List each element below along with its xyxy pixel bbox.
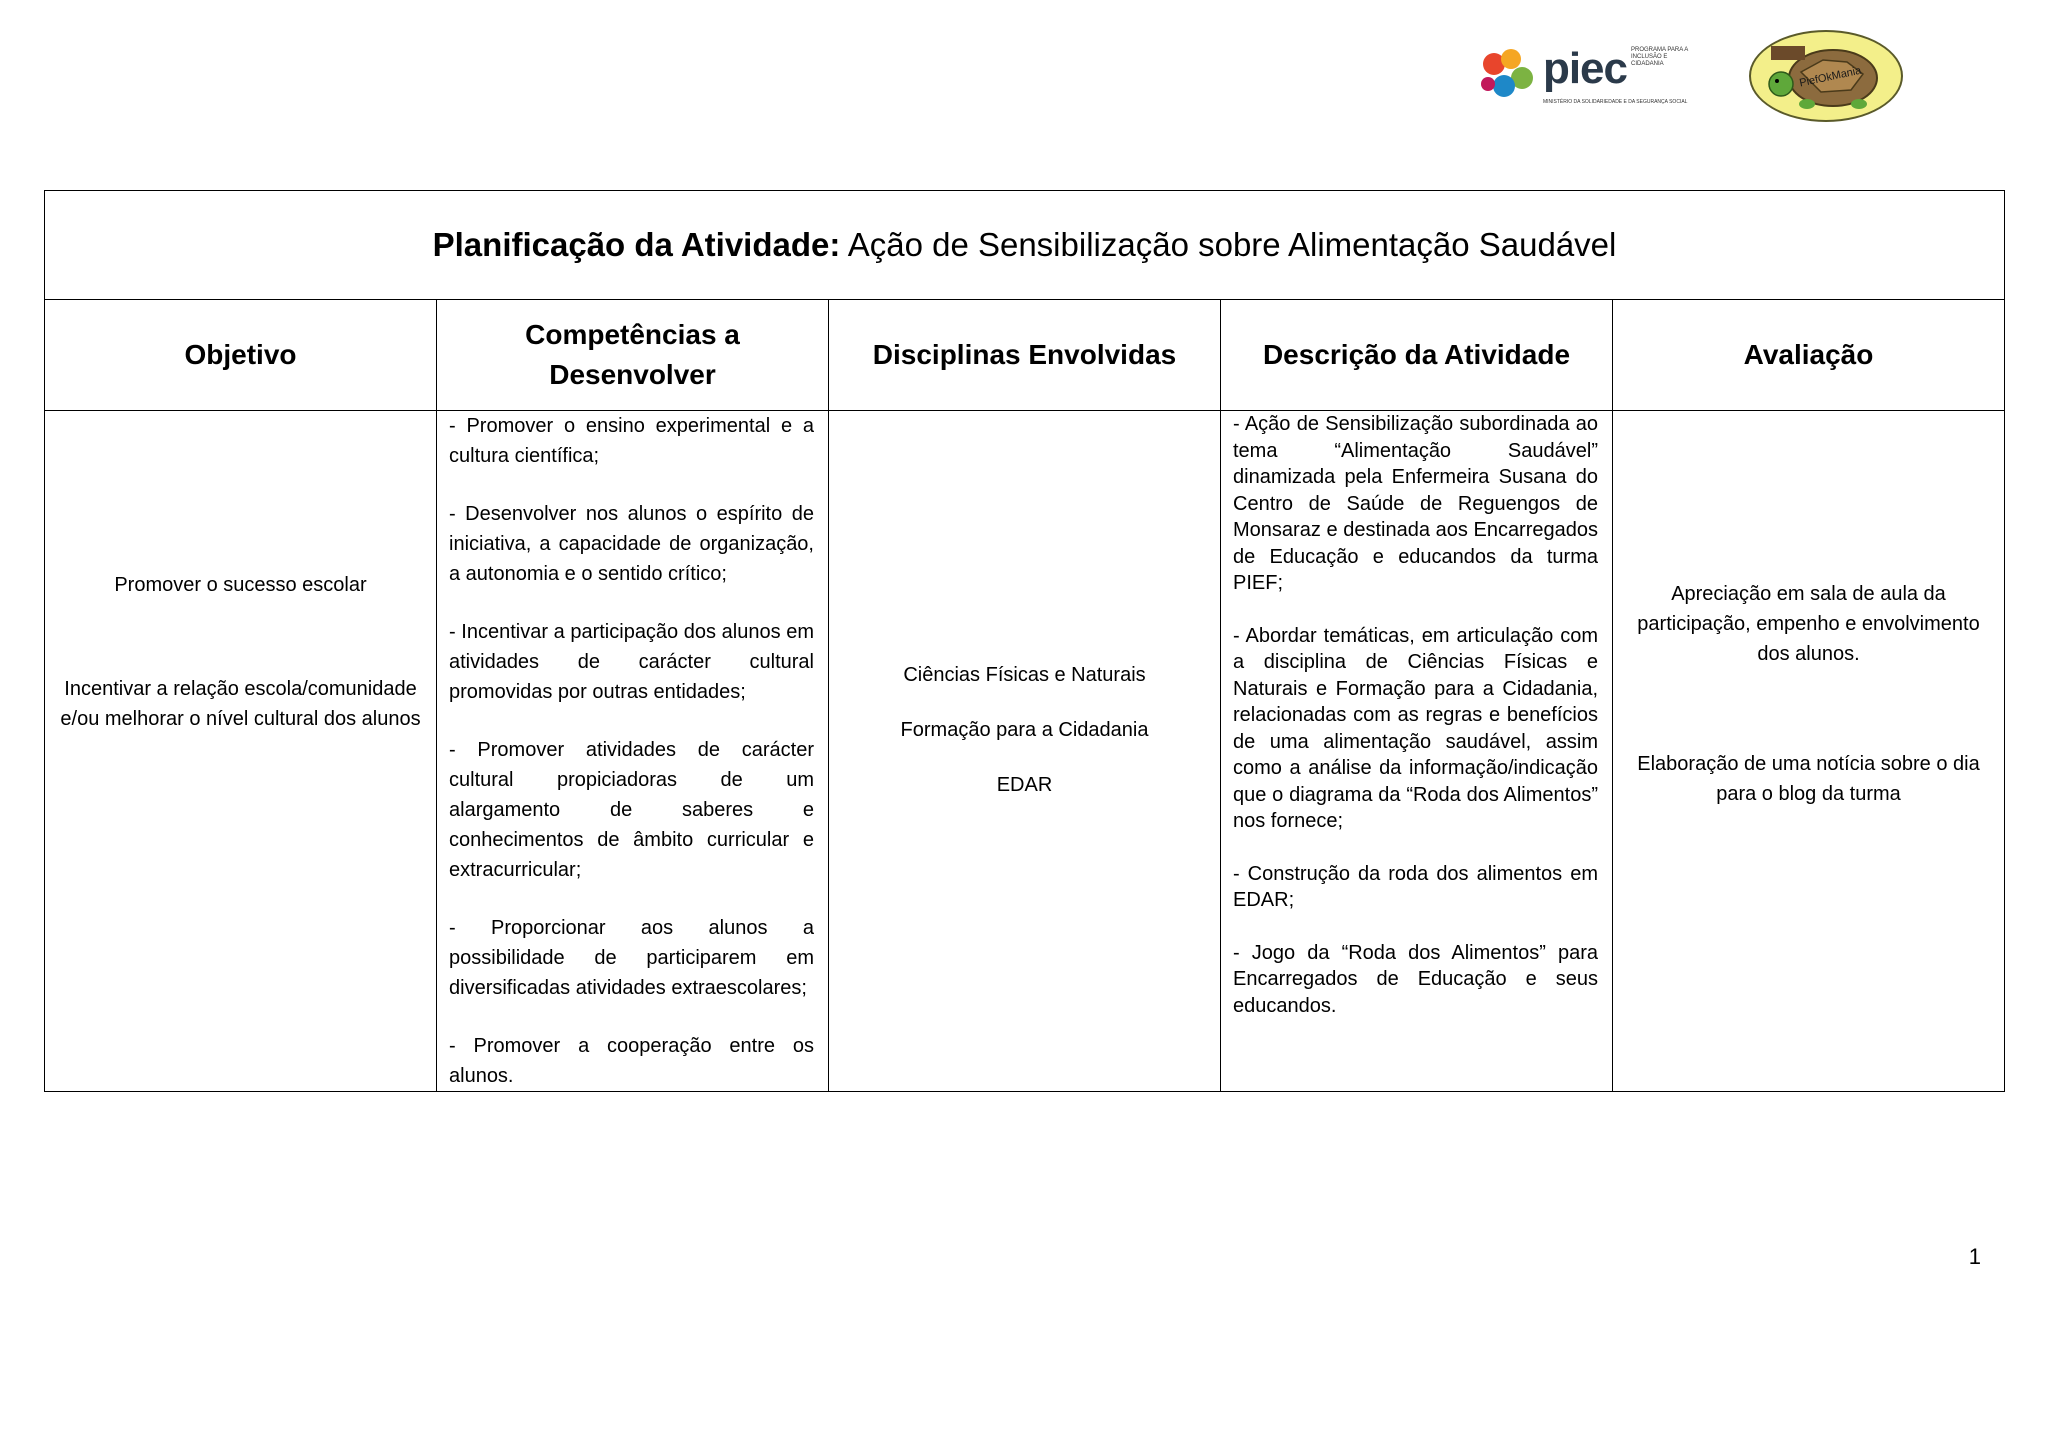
competencia-item: - Desenvolver nos alunos o espírito de iniciativa, a capacidade de organização, a autonomia e o sentido crítico;	[449, 503, 814, 585]
cell-disciplinas	[829, 411, 1221, 1092]
objetivo-item: Incentivar a relação escola/comunidade e/ou melhorar o nível cultural dos alunos	[60, 678, 421, 730]
header-competencias	[437, 300, 829, 411]
objetivo-item: Promover o sucesso escolar	[114, 574, 367, 596]
competencia-item: - Promover o ensino experimental e a cultura científica;	[449, 415, 814, 467]
piec-logo	[1479, 44, 1689, 105]
header-avaliacao: Avaliação	[1613, 300, 2005, 411]
competencia-item: - Proporcionar aos alunos a possibilidade de participarem em diversificadas atividades extraescolares;	[449, 917, 814, 999]
competencia-item: - Promover atividades de carácter cultural propiciadoras de um alargamento de saberes e conhecimentos de âmbito curricular e extracurricular;	[449, 739, 814, 881]
piec-tagline: PROGRAMA PARA A INCLUSÃO E CIDADANIA	[1631, 47, 1688, 67]
hands-icon	[1479, 47, 1537, 105]
avaliacao-item: Elaboração de uma notícia sobre o dia para o blog da turma	[1637, 753, 1980, 805]
turtle-logo	[1749, 30, 1903, 122]
cell-descricao	[1221, 411, 1613, 1092]
competencia-item: - Incentivar a participação dos alunos em atividades de carácter cultural promovidas por outras entidades;	[449, 621, 814, 703]
cell-avaliacao	[1613, 411, 2005, 1092]
piec-wordmark: piec	[1542, 44, 1627, 93]
competencia-item: - Promover a cooperação entre os alunos.	[449, 1035, 814, 1087]
cell-objetivo	[45, 411, 437, 1092]
disciplina-item: EDAR	[996, 773, 1053, 796]
descricao-item: - Construção da roda dos alimentos em EDAR;	[1233, 862, 1598, 911]
turtle-label: PiefOkMania	[1798, 64, 1863, 90]
page-number: 1	[1968, 1244, 1981, 1269]
piec-ministry: MINISTÉRIO DA SOLIDARIEDADE E DA SEGURANÇA SOCIAL	[1542, 99, 1688, 105]
table-title-rest: Ação de Sensibilização sobre Alimentação Saudável	[840, 226, 1617, 263]
activity-plan-table	[44, 190, 2005, 1092]
disciplina-item: Ciências Físicas e Naturais	[903, 663, 1146, 686]
table-title-cell	[45, 191, 2005, 300]
disciplina-item: Formação para a Cidadania	[900, 718, 1149, 741]
cell-competencias	[437, 411, 829, 1092]
table-title	[433, 226, 1617, 263]
descricao-item: - Jogo da “Roda dos Alimentos” para Encarregados de Educação e seus educandos.	[1233, 941, 1598, 1017]
avaliacao-item: Apreciação em sala de aula da participação, empenho e envolvimento dos alunos.	[1637, 583, 1980, 665]
header-descricao: Descrição da Atividade	[1221, 300, 1613, 411]
header-competencias-label: Competências a Desenvolver	[525, 319, 740, 390]
header-logos	[1479, 30, 1903, 122]
descricao-item: - Abordar temáticas, em articulação com a disciplina de Ciências Físicas e Naturais e Formação para a Cidadania, relacionadas com as regras e benefícios de uma alimentação saudável, assim como a análise da informação/indicação que o diagrama da “Roda dos Alimentos” nos fornece;	[1233, 624, 1598, 832]
header-disciplinas: Disciplinas Envolvidas	[829, 300, 1221, 411]
turtle-icon	[1751, 32, 1901, 120]
descricao-item: - Ação de Sensibilização subordinada ao tema “Alimentação Saudável” dinamizada pela Enfermeira Susana do Centro de Saúde de Reguengos de Monsaraz e destinada aos Encarregados de Educação e educandos da turma PIEF;	[1233, 413, 1598, 594]
header-objetivo: Objetivo	[45, 300, 437, 411]
table-title-bold: Planificação da Atividade:	[432, 226, 841, 263]
